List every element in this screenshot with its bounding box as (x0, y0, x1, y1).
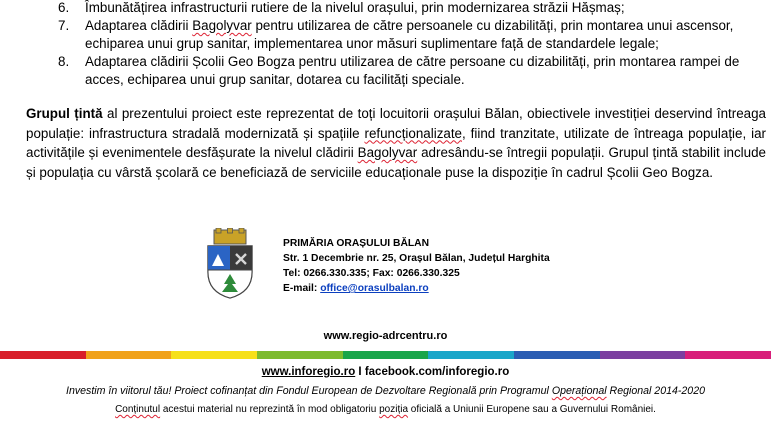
inforegio-link[interactable]: www.inforegio.ro (261, 366, 356, 378)
stripe-segment (0, 351, 86, 359)
list-text: Adaptarea clădirii Școlii Geo Bogza pentru utilizarea de către persoane cu dizabilități, prin montarea rampei de acces, echiparea unui grup sanitar, dotarea cu facilități speciale. (85, 54, 740, 87)
color-stripe (0, 351, 771, 359)
stripe-segment (257, 351, 343, 359)
stripe-segment (171, 351, 257, 359)
stripe-segment (86, 351, 172, 359)
stripe-segment (343, 351, 429, 359)
list-text-post: pentru utilizarea de către persoanele cu dizabilități, prin montarea unui ascensor, echiparea unui grup sanitar, implementarea unor măsuri suplimentare față de standardele legale; (85, 18, 734, 51)
target-group-paragraph (26, 104, 766, 182)
list-text-pre: Adaptarea clădirii (85, 18, 193, 33)
footer-disclaimer: Conținutul acestui material nu reprezintă în mod obligatoriu poziția oficială a Uniunii Europene sau a Guvernului României. (115, 404, 656, 415)
address-line: Str. 1 Decembrie nr. 25, Orașul Bălan, Județul Harghita (283, 253, 550, 264)
paragraph-text: al prezentului proiect este reprezentat de toți locuitorii orașului Bălan, obiectivele investiției deservind întreaga populație: infrastructura stradală modernizată și spațiile (26, 106, 766, 141)
stripe-segment (600, 351, 686, 359)
stripe-segment (685, 351, 771, 359)
paragraph-text: , fiind tranzitate, utilizate de întreaga populație, iar activitățile și evenimentele desfășurate la nivelul clădirii (26, 125, 766, 160)
footer-links: www.inforegio.ro I facebook.com/inforegio.ro (261, 366, 510, 378)
institution-name: PRIMĂRIA ORAȘULUI BĂLAN (283, 238, 430, 249)
email-link[interactable]: office@orasulbalan.ro (320, 283, 429, 294)
contact-block (283, 236, 550, 296)
spellcheck-word: Bagolyvar (192, 18, 252, 33)
list-item (58, 53, 766, 89)
website-link[interactable]: www.regio-adrcentru.ro (323, 330, 448, 342)
list-number: 6. (58, 0, 70, 15)
stripe-segment (428, 351, 514, 359)
coat-of-arms-icon (206, 228, 254, 300)
numbered-list (58, 0, 766, 89)
footer-funding-text: Investim în viitorul tău! Proiect cofinanțat din Fondul European de Dezvoltare Regională prin Programul Operațional Regional 2014-2020 (66, 385, 705, 397)
list-number: 7. (58, 18, 70, 33)
paragraph-text: adresându-se întregii populații. Grupul țintă stabilit include și populația cu vârstă școlară ce beneficiază de serviciile educaționale puse la dispoziție în cadrul Școlii Geo Bogza. (26, 145, 766, 180)
facebook-link[interactable]: facebook.com/inforegio.ro (364, 366, 510, 378)
paragraph-bold-lead: Grupul țintă (26, 106, 103, 121)
list-text: Îmbunătățirea infrastructurii rutiere de la nivelul orașului, prin modernizarea străzii Hășmaș; (85, 0, 625, 15)
stripe-segment (514, 351, 600, 359)
spellcheck-word: Bagolyvar (357, 145, 418, 160)
list-item (58, 17, 766, 53)
list-number: 8. (58, 54, 70, 69)
list-item (58, 0, 766, 17)
phone-line: Tel: 0266.330.335; Fax: 0266.330.325 (283, 268, 460, 279)
email-line: E-mail: office@orasulbalan.ro (283, 283, 429, 294)
spellcheck-word: refuncționalizate (364, 125, 462, 141)
